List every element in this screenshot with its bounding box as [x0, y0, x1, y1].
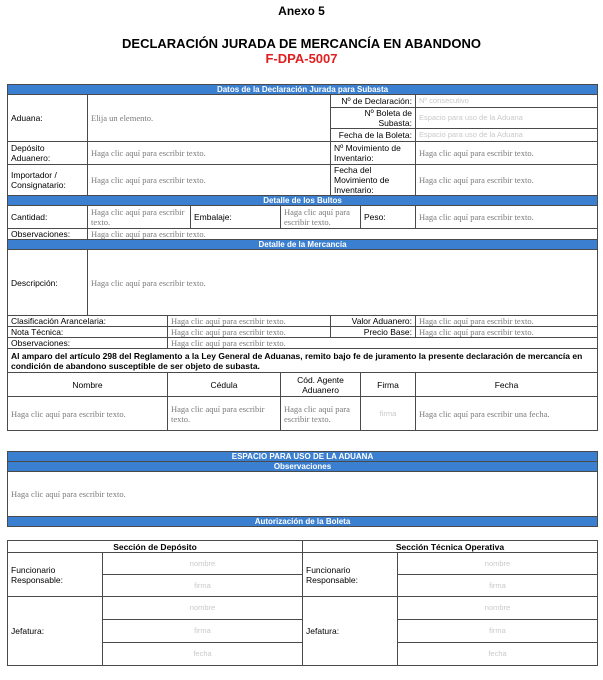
- tecnica-jefatura-fecha[interactable]: fecha: [398, 643, 598, 666]
- nota-field[interactable]: Haga clic aquí para escribir texto.: [168, 327, 331, 338]
- mercancia-observaciones-field[interactable]: Haga clic aquí para escribir texto.: [168, 338, 598, 349]
- section-bar-mercancia: Detalle de la Mercancía: [8, 240, 598, 250]
- valor-label: Valor Aduanero:: [331, 316, 416, 327]
- col-cedula: Cédula: [168, 373, 281, 397]
- fecha-boleta-field[interactable]: Espacio para uso de la Aduana: [416, 129, 598, 142]
- deposito-jefatura-nombre[interactable]: nombre: [103, 597, 303, 620]
- firma-field[interactable]: firma: [361, 397, 416, 431]
- agente-field[interactable]: Haga clic aquí para escribir texto.: [281, 397, 361, 431]
- clasificacion-field[interactable]: Haga clic aquí para escribir texto.: [168, 316, 331, 327]
- deposito-funcionario-label: Funcionario Responsable:: [8, 553, 103, 597]
- movimiento-field[interactable]: Haga clic aquí para escribir texto.: [416, 142, 598, 165]
- peso-field[interactable]: Haga clic aquí para escribir texto.: [416, 206, 598, 229]
- section-bar-aduana: ESPACIO PARA USO DE LA ADUANA: [8, 452, 598, 462]
- cantidad-field[interactable]: Haga clic aquí para escribir texto.: [88, 206, 191, 229]
- precio-field[interactable]: Haga clic aquí para escribir texto.: [416, 327, 598, 338]
- valor-field[interactable]: Haga clic aquí para escribir texto.: [416, 316, 598, 327]
- deposito-field[interactable]: Haga clic aquí para escribir texto.: [88, 142, 331, 165]
- declaration-text: Al amparo del artículo 298 del Reglamento a la Ley General de Aduanas, remito bajo fe de juramento la presente declaración de mercancía en condición de abandono susceptible de ser objeto de subasta.: [8, 349, 598, 373]
- tecnica-jefatura-firma[interactable]: firma: [398, 620, 598, 643]
- section-bar-autorizacion: Autorización de la Boleta: [8, 517, 598, 527]
- deposito-funcionario-nombre[interactable]: nombre: [103, 553, 303, 575]
- boleta-label: Nº Boleta de Subasta:: [331, 108, 416, 129]
- col-firma: Firma: [361, 373, 416, 397]
- declaration-form: [7, 84, 598, 431]
- aduana-label: Aduana:: [8, 95, 88, 142]
- section-bar-bultos: Detalle de los Bultos: [8, 196, 598, 206]
- form-title: DECLARACIÓN JURADA DE MERCANCÍA EN ABANDONO: [122, 36, 481, 51]
- bultos-observaciones-label: Observaciones:: [8, 229, 88, 240]
- boleta-field[interactable]: Espacio para uso de la Aduana: [416, 108, 598, 129]
- cedula-field[interactable]: Haga clic aquí para escribir texto.: [168, 397, 281, 431]
- tecnica-funcionario-label: Funcionario Responsable:: [303, 553, 398, 597]
- precio-label: Precio Base:: [331, 327, 416, 338]
- declaracion-field[interactable]: Nº consecutivo: [416, 95, 598, 108]
- bultos-observaciones-field[interactable]: Haga clic aquí para escribir texto.: [88, 229, 598, 240]
- deposito-jefatura-label: Jefatura:: [8, 597, 103, 666]
- form-code: F-DPA-5007: [265, 51, 338, 66]
- section-bar-observaciones: Observaciones: [8, 462, 598, 472]
- nombre-field[interactable]: Haga clic aquí para escribir texto.: [8, 397, 168, 431]
- tecnica-jefatura-label: Jefatura:: [303, 597, 398, 666]
- deposito-funcionario-firma[interactable]: firma: [103, 575, 303, 597]
- annex-label: Anexo 5: [278, 4, 325, 18]
- section-bar-datos: Datos de la Declaración Jurada para Subasta: [8, 85, 598, 95]
- aduana-select[interactable]: Elija un elemento.: [88, 95, 331, 142]
- fecha-mov-field[interactable]: Haga clic aquí para escribir texto.: [416, 165, 598, 196]
- declaracion-label: Nº de Declaración:: [331, 95, 416, 108]
- descripcion-label: Descripción:: [8, 250, 88, 316]
- aduana-observaciones-field[interactable]: Haga clic aquí para escribir texto.: [8, 472, 598, 517]
- col-fecha: Fecha: [416, 373, 598, 397]
- clasificacion-label: Clasificación Arancelaria:: [8, 316, 168, 327]
- col-agente: Cód. Agente Aduanero: [281, 373, 361, 397]
- deposito-jefatura-firma[interactable]: firma: [103, 620, 303, 643]
- tecnica-jefatura-nombre[interactable]: nombre: [398, 597, 598, 620]
- fecha-boleta-label: Fecha de la Boleta:: [331, 129, 416, 142]
- deposito-label: Depósito Aduanero:: [8, 142, 88, 165]
- tecnica-section-title: Sección Técnica Operativa: [303, 541, 598, 553]
- mercancia-observaciones-label: Observaciones:: [8, 338, 168, 349]
- fecha-mov-label: Fecha del Movimiento de Inventario:: [331, 165, 416, 196]
- importador-label: Importador / Consignatario:: [8, 165, 88, 196]
- col-nombre: Nombre: [8, 373, 168, 397]
- tecnica-funcionario-firma[interactable]: firma: [398, 575, 598, 597]
- tecnica-funcionario-nombre[interactable]: nombre: [398, 553, 598, 575]
- spacer: [8, 527, 598, 541]
- fecha-field[interactable]: Haga clic aquí para escribir una fecha.: [416, 397, 598, 431]
- deposito-jefatura-fecha[interactable]: fecha: [103, 643, 303, 666]
- peso-label: Peso:: [361, 206, 416, 229]
- descripcion-field[interactable]: Haga clic aquí para escribir texto.: [88, 250, 598, 316]
- embalaje-field[interactable]: Haga clic aquí para escribir texto.: [281, 206, 361, 229]
- aduana-use-section: [7, 451, 598, 666]
- embalaje-label: Embalaje:: [191, 206, 281, 229]
- cantidad-label: Cantidad:: [8, 206, 88, 229]
- importador-field[interactable]: Haga clic aquí para escribir texto.: [88, 165, 331, 196]
- movimiento-label: Nº Movimiento de Inventario:: [331, 142, 416, 165]
- nota-label: Nota Técnica:: [8, 327, 168, 338]
- deposito-section-title: Sección de Depósito: [8, 541, 303, 553]
